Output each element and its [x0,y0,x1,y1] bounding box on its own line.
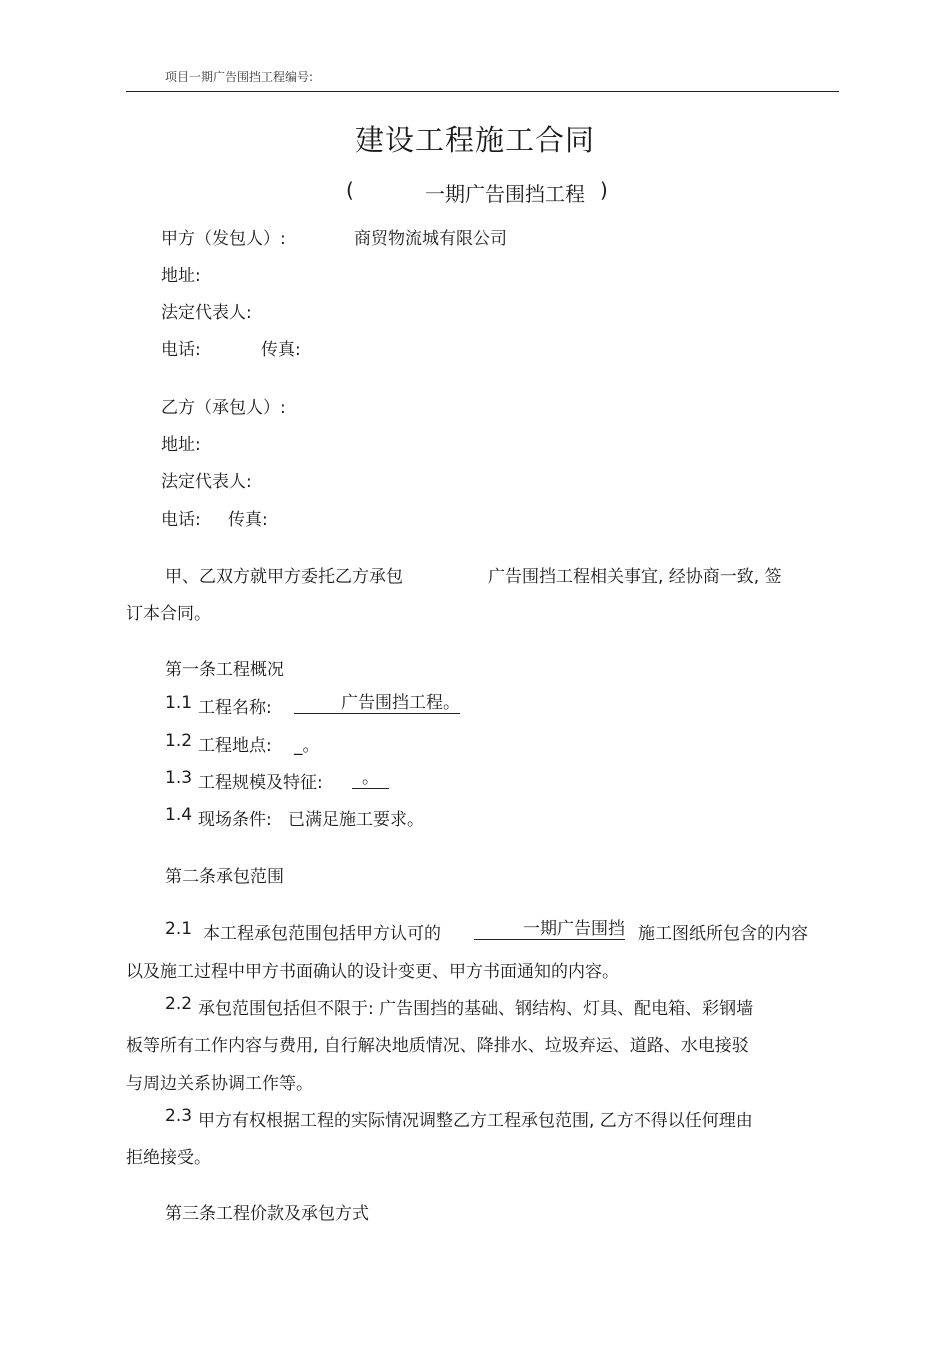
item-1-1-label: 工程名称: [198,698,272,718]
party-a-representative-label: 法定代表人: [161,303,252,323]
clause-2-1-text-b: 施工图纸所包含的内容 [638,924,808,944]
item-1-2-value: _。 [294,736,320,756]
item-1-3-label: 工程规模及特征: [198,773,323,793]
subtitle-open-paren: ( [346,178,354,202]
item-1-4-number: 1.4 [165,805,193,825]
party-a-phone-label: 电话: [161,340,201,360]
clause-2-2-line-1: 承包范围包括但不限于: 广告围挡的基础、钢结构、灯具、配电箱、彩钢墙 [198,999,754,1019]
article-3-title: 第三条工程价款及承包方式 [165,1204,369,1224]
scale-underlined: 。 [352,768,389,789]
intro-part-2: 广告围挡工程相关事宜, 经协商一致, 签 [488,567,782,587]
clause-2-3-line-1: 甲方有权根据工程的实际情况调整乙方工程承包范围, 乙方不得以任何理由 [198,1111,753,1131]
party-b-phone-label: 电话: [161,510,201,530]
party-a-name: 商贸物流城有限公司 [354,229,507,249]
header-project-number: 项目一期广告围挡工程编号: [165,70,314,84]
clause-2-1-number: 2.1 [165,919,193,939]
drawing-scope-underlined: 一期广告围挡 [474,919,625,940]
clause-2-1-line-2: 以及施工过程中甲方书面确认的设计变更、甲方书面通知的内容。 [126,962,619,982]
article-1-title: 第一条工程概况 [165,660,284,680]
party-a-address-label: 地址: [161,266,201,286]
party-b-label: 乙方（承包人）: [161,398,286,418]
party-b-address-label: 地址: [161,435,201,455]
intro-part-1: 甲、乙双方就甲方委托乙方承包 [165,567,403,587]
clause-2-1-text-a: 本工程承包范围包括甲方认可的 [203,924,441,944]
subtitle-close-paren: ) [600,178,608,202]
clause-2-2-line-3: 与周边关系协调工作等。 [126,1074,313,1094]
party-a-fax-label: 传真: [261,340,301,360]
article-2-title: 第二条承包范围 [165,867,284,887]
item-1-3-value [352,768,389,789]
clause-2-3-line-2: 拒绝接受。 [126,1148,211,1168]
item-1-3-number: 1.3 [165,768,193,788]
party-b-fax-label: 传真: [228,510,268,530]
header-divider [126,91,839,92]
clause-2-1-underlined [474,919,625,940]
party-a-label: 甲方（发包人）: [161,229,286,249]
clause-2-3-number: 2.3 [165,1106,193,1126]
item-1-1-number: 1.1 [165,693,193,713]
item-1-4-label: 现场条件: [198,810,272,830]
clause-2-2-line-2: 板等所有工作内容与费用, 自行解决地质情况、降排水、垃圾弃运、道路、水电接驳 [126,1036,749,1056]
item-1-2-number: 1.2 [165,731,193,751]
project-name-underlined: 广告围挡工程。 [294,693,460,714]
item-1-4-value: 已满足施工要求。 [288,810,424,830]
document-title: 建设工程施工合同 [354,123,595,157]
item-1-2-label: 工程地点: [198,736,272,756]
subtitle-project-name: 一期广告围挡工程 [425,182,585,206]
party-b-representative-label: 法定代表人: [161,472,252,492]
intro-line-2: 订本合同。 [126,604,211,624]
item-1-1-value [294,693,460,714]
clause-2-2-number: 2.2 [165,994,193,1014]
